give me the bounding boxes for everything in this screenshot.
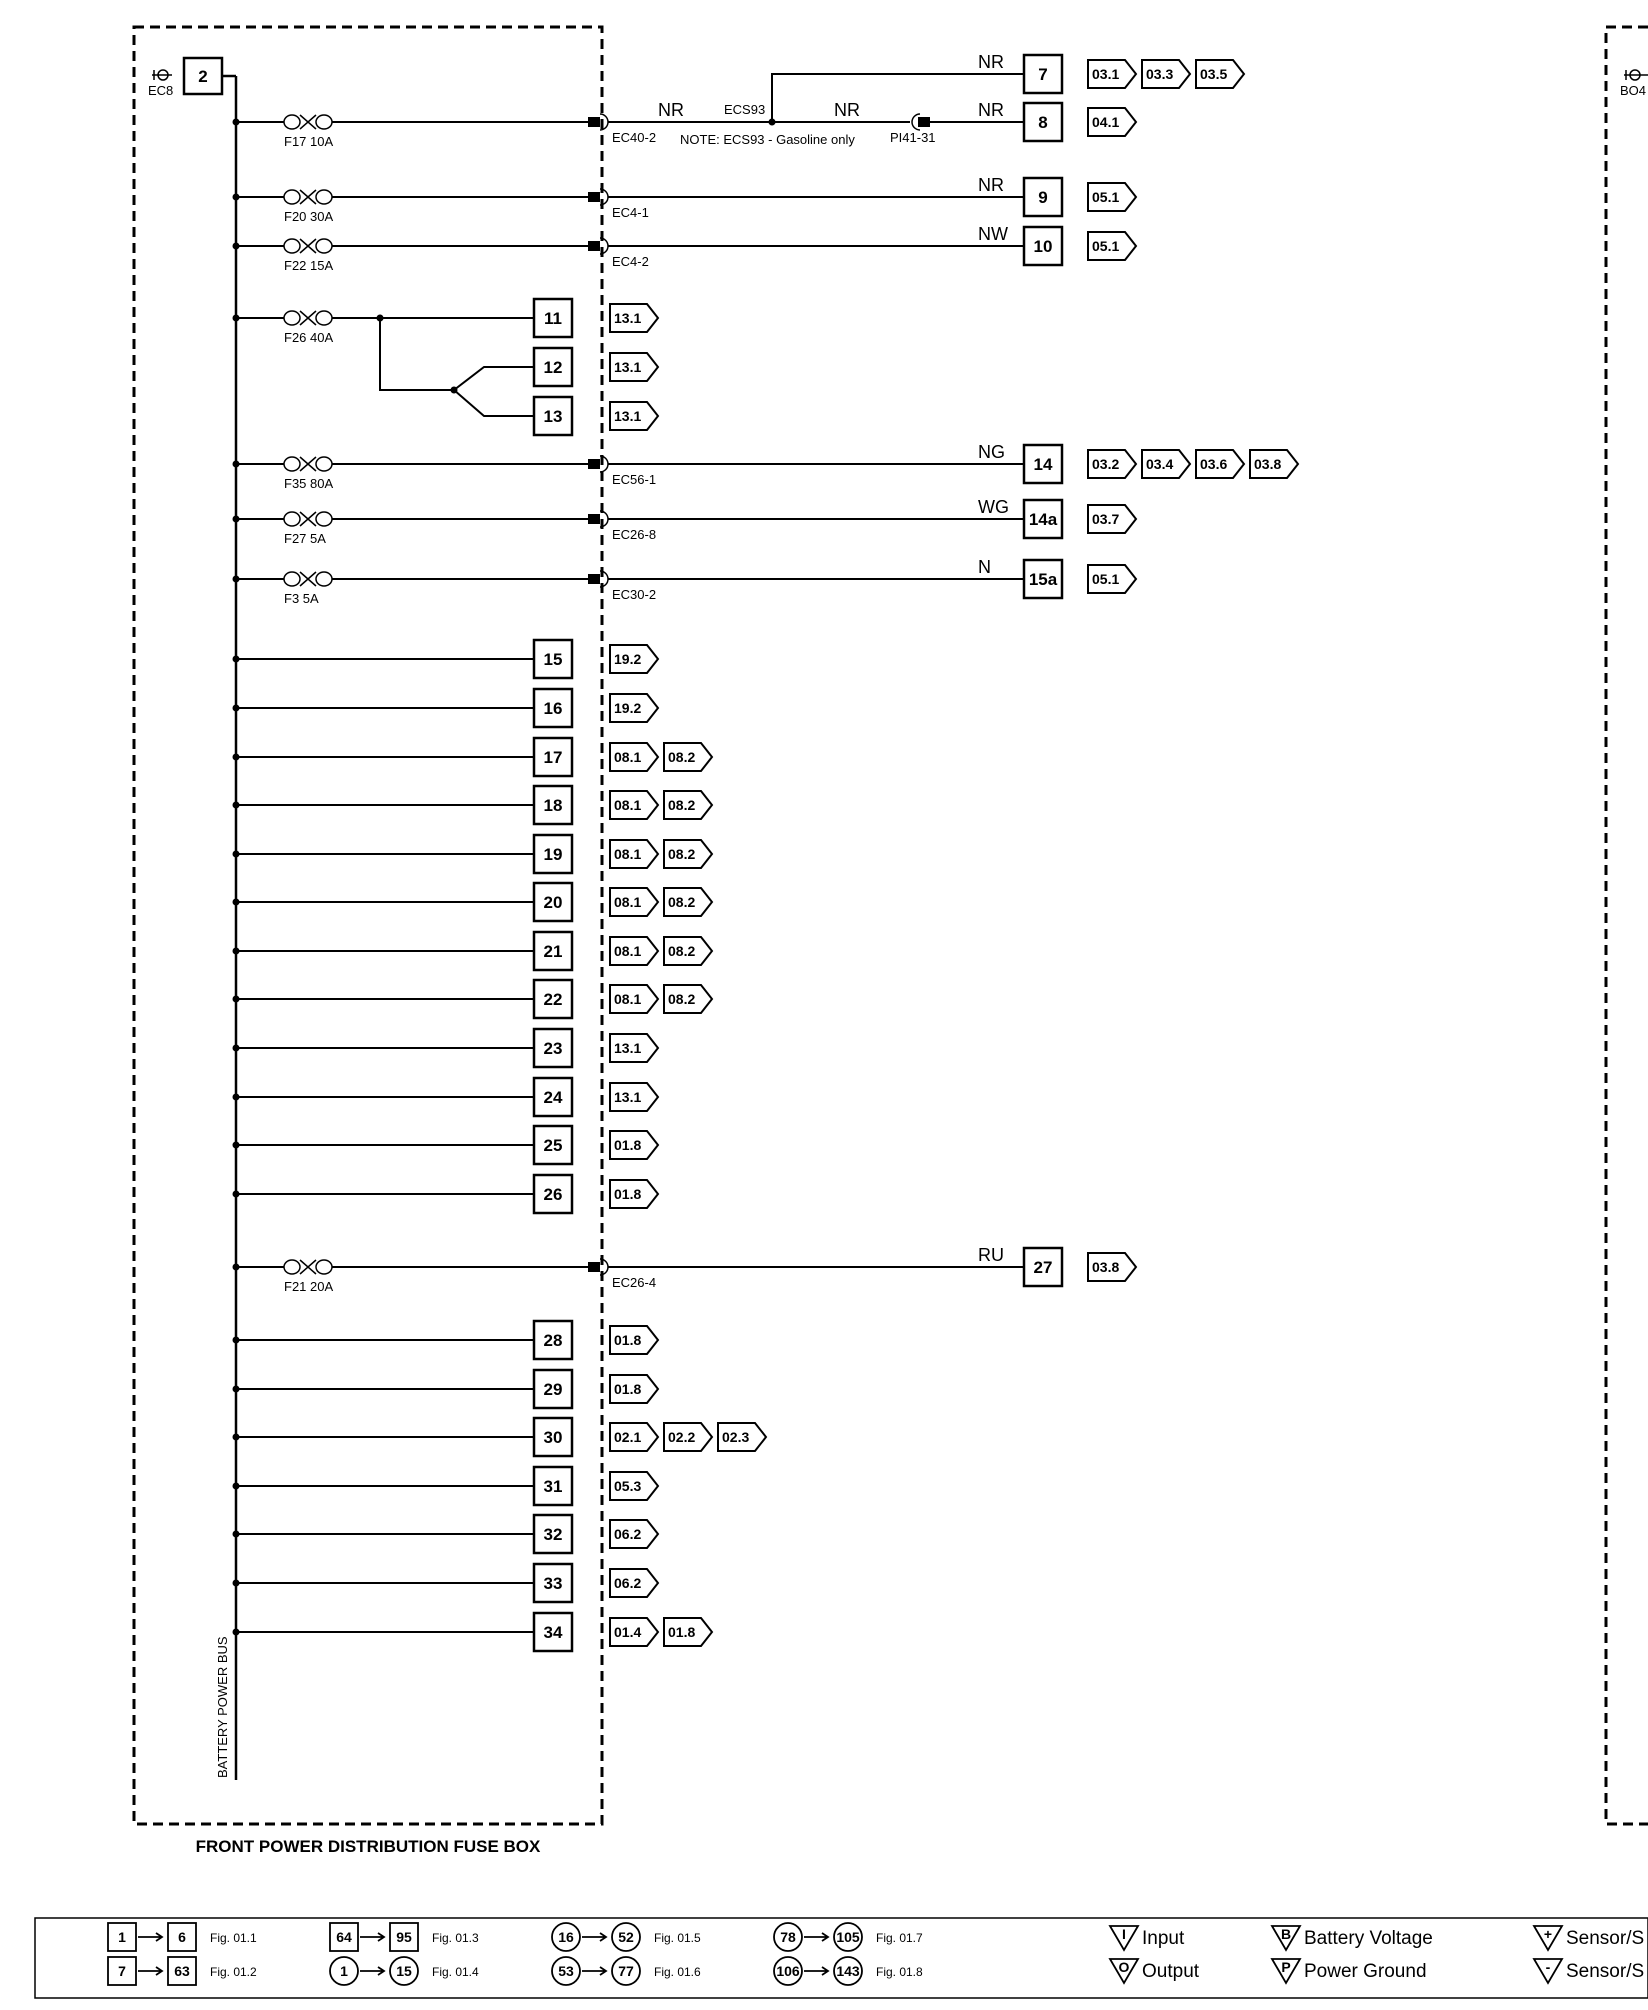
range-start-label: 78 [780,1929,796,1945]
fuse-label: F21 20A [284,1279,334,1294]
legend-symbol [1272,1926,1433,1950]
connector-number: 32 [543,1525,563,1544]
connector-pin [588,117,600,127]
range-start-label: 1 [118,1929,126,1945]
fuse-symbol [284,190,300,204]
legend-symbol [1534,1959,1644,1983]
range-figure-label: Fig. 01.8 [876,1965,923,1979]
harness-connector-label: EC56-1 [612,472,657,487]
harness-connector-label: EC26-8 [612,527,657,542]
legend [108,1923,1644,1985]
range-end-label: 105 [836,1929,860,1945]
fuse-symbol [284,512,300,526]
fuse-symbol [316,311,332,325]
circuit-row [233,1564,659,1602]
connector-pin [588,574,600,584]
fuse-symbol [284,115,300,129]
connector-number: 20 [543,893,563,912]
connector-number: 22 [543,990,563,1009]
legend-fig-range [108,1957,257,1985]
connector-number: 26 [543,1185,563,1204]
page-reference-label: 08.2 [668,797,696,813]
symbol-mark: P [1281,1959,1291,1975]
symbol-description: Sensor/S [1566,1928,1645,1949]
page-reference-label: 05.1 [1092,189,1120,205]
range-figure-label: Fig. 01.7 [876,1931,923,1945]
fuse-link [300,512,316,526]
page-reference-label: 06.2 [614,1526,642,1542]
next-box-outline [1606,27,1648,1824]
fuse-symbol [284,1260,300,1274]
circuit-row [233,299,659,394]
symbol-description: Battery Voltage [1304,1928,1433,1949]
page-reference-label: 02.1 [614,1429,642,1445]
range-figure-label: Fig. 01.4 [432,1965,479,1979]
wire-color: NR [978,100,1004,120]
circuit-row [233,224,1137,273]
symbol-description: Power Ground [1304,1961,1427,1982]
connector-pin [588,459,600,469]
connector-number: 8 [1038,113,1048,132]
circuit-row [233,442,1299,491]
circuit-row [454,348,658,390]
range-start-label: 64 [336,1929,352,1945]
circuit-row [233,1029,659,1067]
fuse-link [300,311,316,325]
connector-number: 19 [543,845,563,864]
fuse-symbol [316,512,332,526]
symbol-mark: - [1545,1959,1551,1975]
circuit-row [233,980,713,1018]
range-start-label: 16 [558,1929,574,1945]
connector-number: 30 [543,1428,563,1447]
splice-label: ECS93 [724,102,766,117]
fusebox-outline [134,27,602,1824]
ground-bo4 [1620,70,1648,98]
page-reference-label: 08.1 [614,991,642,1007]
connector-pin [588,192,600,202]
page-reference-label: 08.1 [614,846,642,862]
page-reference-label: 03.5 [1200,66,1228,82]
page-reference-label: 03.3 [1146,66,1174,82]
arrow-icon [804,1967,828,1975]
fuse-link [300,115,316,129]
wire-color: WG [978,497,1009,517]
page-reference-label: 08.2 [668,846,696,862]
circuit-row [233,1467,659,1505]
fuse-label: F17 10A [284,134,334,149]
range-start-label: 53 [558,1963,574,1979]
connector-number: 31 [543,1477,563,1496]
page-reference-label: 03.7 [1092,511,1120,527]
wire-color: NW [978,224,1008,244]
range-figure-label: Fig. 01.2 [210,1965,257,1979]
ground-label: EC8 [148,83,174,98]
wire [380,318,454,390]
page-reference-label: 05.3 [614,1478,642,1494]
page-reference-label: 03.6 [1200,456,1228,472]
start-connector-number: 2 [198,67,208,86]
arrow-icon [804,1933,828,1941]
range-start-label: 1 [340,1963,348,1979]
symbol-mark: B [1280,1926,1292,1942]
wire-color: N [978,557,991,577]
splice-note: NOTE: ECS93 - Gasoline only [680,132,855,147]
fuse-label: F35 80A [284,476,334,491]
connector-number: 33 [543,1574,563,1593]
range-figure-label: Fig. 01.5 [654,1931,701,1945]
range-end-label: 95 [396,1929,412,1945]
wire-color: NG [978,442,1005,462]
wire-color: NR [978,52,1004,72]
page-reference-label: 08.2 [668,943,696,959]
page-reference-label: 02.2 [668,1429,696,1445]
fuse-symbol [316,1260,332,1274]
arrow-icon [360,1967,384,1975]
page-reference-label: 03.8 [1092,1259,1120,1275]
symbol-mark: O [1118,1959,1130,1975]
circuit-row [233,1321,659,1359]
fuse-symbol [316,572,332,586]
circuit-row [233,883,713,921]
page-reference-label: 13.1 [614,1040,642,1056]
page-reference-label: 01.8 [614,1186,642,1202]
circuit-row [233,1370,659,1408]
fuse-label: F22 15A [284,258,334,273]
range-end-label: 77 [618,1963,634,1979]
page-reference-label: 04.1 [1092,114,1120,130]
fuse-symbol [316,457,332,471]
arrow-icon [582,1933,606,1941]
wire [454,367,534,390]
page-reference-label: 03.4 [1146,456,1174,472]
harness-connector-label: EC4-1 [612,205,649,220]
inline-connector-label: PI41-31 [890,130,936,145]
fusebox-title: FRONT POWER DISTRIBUTION FUSE BOX [195,1837,541,1856]
harness-connector-label: EC40-2 [612,130,657,145]
range-start-label: 7 [118,1963,126,1979]
connector-pin [588,1262,600,1272]
page-reference-label: 01.8 [614,1381,642,1397]
page-reference-label: 08.2 [668,749,696,765]
connector-number: 29 [543,1380,563,1399]
connector-number: 24 [543,1088,563,1107]
page-reference-label: 08.2 [668,894,696,910]
legend-fig-range [552,1957,701,1985]
arrow-icon [138,1967,162,1975]
range-end-label: 52 [618,1929,634,1945]
circuit-row [233,1078,659,1116]
range-end-label: 143 [836,1963,860,1979]
symbol-description: Output [1142,1961,1200,1982]
fuse-symbol [284,457,300,471]
circuit-row [233,738,713,776]
symbol-description: Input [1142,1928,1185,1949]
connector-number: 18 [543,796,563,815]
arrow-icon [360,1933,384,1941]
range-start-label: 106 [776,1963,800,1979]
fuse-link [300,239,316,253]
splice-point [769,119,776,126]
connector-number: 14 [1033,455,1053,474]
page-reference-label: 08.2 [668,991,696,1007]
fuse-label: F3 5A [284,591,319,606]
page-reference-label: 08.1 [614,943,642,959]
circuit-row [454,390,658,435]
page-reference-label: 01.8 [614,1137,642,1153]
harness-connector-label: EC26-4 [612,1275,657,1290]
connector-number: 21 [543,942,563,961]
circuit-row [233,1418,767,1456]
legend-fig-range [330,1923,479,1951]
page-reference-label: 13.1 [614,1089,642,1105]
fuse-link [300,457,316,471]
arrow-icon [138,1933,162,1941]
fuse-label: F26 40A [284,330,334,345]
range-end-label: 63 [174,1963,190,1979]
connector-number: 11 [544,309,562,328]
page-reference-label: 03.1 [1092,66,1120,82]
connector-number: 23 [543,1039,563,1058]
symbol-mark: + [1543,1926,1553,1942]
page-reference-label: 13.1 [614,359,642,375]
connector-number: 28 [543,1331,563,1350]
wire-color: NR [658,100,684,120]
fuse-symbol [284,311,300,325]
circuit-row [233,835,713,873]
connector-pin [588,241,600,251]
circuit-row [233,497,1137,546]
connector-number: 34 [543,1623,563,1642]
page-reference-label: 03.8 [1254,456,1282,472]
harness-connector-label: EC30-2 [612,587,657,602]
harness-connector-label: EC4-2 [612,254,649,269]
connector-number: 10 [1033,237,1053,256]
legend-symbol [1110,1926,1185,1950]
connector-number: 7 [1038,65,1048,84]
wire-color: NR [834,100,860,120]
wire-color: RU [978,1245,1004,1265]
circuit-row [233,557,1137,606]
arrow-icon [582,1967,606,1975]
circuit-row [233,786,713,824]
connector-pin [588,514,600,524]
page-reference-label: 13.1 [614,310,642,326]
legend-fig-range [774,1957,923,1985]
legend-fig-range [108,1923,257,1951]
ground-label: BO4 [1620,83,1647,98]
circuit-row [233,175,1137,224]
symbol-mark: I [1122,1926,1126,1942]
wire-color: NR [978,175,1004,195]
fuse-symbol [284,572,300,586]
inline-pin [918,117,930,127]
fuse-label: F20 30A [284,209,334,224]
page-reference-label: 01.8 [668,1624,696,1640]
page-reference-label: 19.2 [614,651,642,667]
wire [454,390,534,416]
range-figure-label: Fig. 01.1 [210,1931,257,1945]
page-reference-label: 01.8 [614,1332,642,1348]
legend-symbol [1534,1926,1644,1950]
page-reference-label: 08.1 [614,749,642,765]
range-end-label: 6 [178,1929,186,1945]
fuse-symbol [316,190,332,204]
connector-number: 15a [1028,570,1058,589]
legend-fig-range [552,1923,701,1951]
page-reference-label: 03.2 [1092,456,1120,472]
page-reference-label: 01.4 [614,1624,642,1640]
circuit-row [233,640,659,678]
connector-number: 16 [543,699,563,718]
fuse-symbol [316,239,332,253]
legend-fig-range [330,1957,479,1985]
connector-number: 25 [543,1136,563,1155]
connector-number: 27 [1033,1258,1053,1277]
connector-number: 15 [543,650,563,669]
connector-number: 17 [543,748,563,767]
page-reference-label: 02.3 [722,1429,750,1445]
fuse-symbol [284,239,300,253]
circuit-rows [233,52,1299,1651]
connector-number: 9 [1038,188,1048,207]
circuit-row [233,932,713,970]
connector-number: 13 [543,407,563,426]
range-figure-label: Fig. 01.3 [432,1931,479,1945]
ground-ec8 [148,70,173,98]
circuit-row [233,1515,659,1553]
circuit-row [233,1175,659,1213]
page-reference-label: 05.1 [1092,571,1120,587]
fuse-link [300,1260,316,1274]
page-reference-label: 13.1 [614,408,642,424]
legend-symbol [1272,1959,1427,1983]
bus-label: BATTERY POWER BUS [215,1636,230,1778]
connector-number: 12 [543,358,563,377]
page-reference-label: 08.1 [614,797,642,813]
fuse-link [300,190,316,204]
symbol-description: Sensor/S [1566,1961,1645,1982]
circuit-row [233,1245,1137,1294]
page-reference-label: 19.2 [614,700,642,716]
fuse-label: F27 5A [284,531,326,546]
fuse-symbol [316,115,332,129]
page-reference-label: 06.2 [614,1575,642,1591]
range-figure-label: Fig. 01.6 [654,1965,701,1979]
legend-fig-range [774,1923,923,1951]
range-end-label: 15 [396,1963,412,1979]
page-reference-label: 05.1 [1092,238,1120,254]
page-reference-label: 08.1 [614,894,642,910]
circuit-row [233,1126,659,1164]
connector-number: 14a [1028,510,1058,529]
legend-symbol [1110,1959,1200,1983]
circuit-row [233,689,659,727]
circuit-row [233,1613,713,1651]
fuse-link [300,572,316,586]
